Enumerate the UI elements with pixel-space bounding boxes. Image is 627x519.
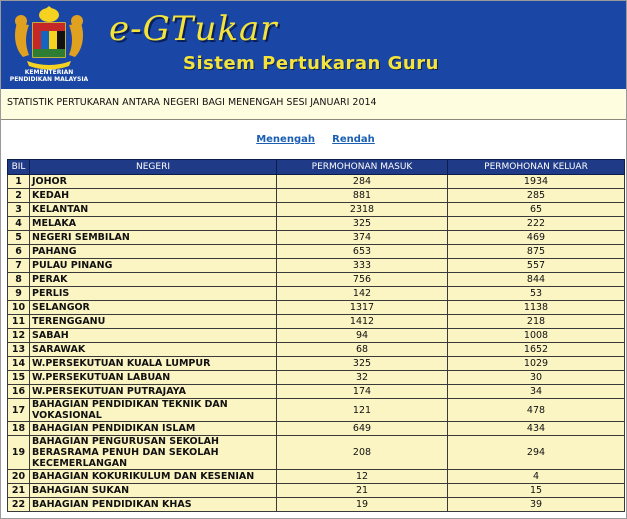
cell-bil: 13 (8, 343, 30, 357)
cell-negeri: TERENGGANU (30, 315, 277, 329)
cell-negeri: BAHAGIAN SUKAN (30, 484, 277, 498)
cell-negeri: BAHAGIAN KOKURIKULUM DAN KESENIAN (30, 470, 277, 484)
header-permohonan-keluar: PERMOHONAN KELUAR (448, 160, 625, 175)
cell-negeri: PAHANG (30, 245, 277, 259)
table-row (8, 329, 625, 343)
cell-permohonan-keluar: 30 (448, 371, 625, 385)
cell-bil: 20 (8, 470, 30, 484)
cell-negeri: MELAKA (30, 217, 277, 231)
content-area (7, 122, 624, 519)
cell-negeri: KEDAH (30, 189, 277, 203)
cell-permohonan-masuk: 174 (277, 385, 448, 399)
cell-negeri: W.PERSEKUTUAN PUTRAJAYA (30, 385, 277, 399)
cell-negeri: PERAK (30, 273, 277, 287)
ministry-label: KEMENTERIAN PENDIDIKAN MALAYSIA (9, 69, 89, 83)
link-rendah[interactable]: Rendah (332, 134, 375, 145)
cell-permohonan-masuk: 756 (277, 273, 448, 287)
cell-permohonan-keluar: 469 (448, 231, 625, 245)
cell-bil: 5 (8, 231, 30, 245)
cell-bil: 7 (8, 259, 30, 273)
header-permohonan-masuk: PERMOHONAN MASUK (277, 160, 448, 175)
cell-bil: 9 (8, 287, 30, 301)
cell-permohonan-masuk: 19 (277, 498, 448, 512)
cell-negeri: NEGERI SEMBILAN (30, 231, 277, 245)
cell-negeri: SELANGOR (30, 301, 277, 315)
cell-permohonan-keluar: 285 (448, 189, 625, 203)
header-bil: BIL (8, 160, 30, 175)
table-body (8, 175, 625, 512)
cell-bil: 19 (8, 436, 30, 470)
cell-permohonan-keluar: 39 (448, 498, 625, 512)
table-row (8, 422, 625, 436)
table-header-row (8, 160, 625, 175)
cell-permohonan-keluar: 1652 (448, 343, 625, 357)
cell-bil: 22 (8, 498, 30, 512)
table-row (8, 203, 625, 217)
cell-permohonan-keluar: 557 (448, 259, 625, 273)
cell-permohonan-keluar: 875 (448, 245, 625, 259)
cell-permohonan-keluar: 478 (448, 399, 625, 422)
header-negeri: NEGERI (30, 160, 277, 175)
cell-bil: 17 (8, 399, 30, 422)
cell-bil: 3 (8, 203, 30, 217)
table-row (8, 357, 625, 371)
table-row (8, 301, 625, 315)
table-row (8, 189, 625, 203)
cell-permohonan-masuk: 1317 (277, 301, 448, 315)
table-row (8, 273, 625, 287)
cell-bil: 10 (8, 301, 30, 315)
table-row (8, 498, 625, 512)
cell-bil: 14 (8, 357, 30, 371)
cell-negeri: W.PERSEKUTUAN LABUAN (30, 371, 277, 385)
cell-permohonan-keluar: 4 (448, 470, 625, 484)
table-row (8, 343, 625, 357)
cell-bil: 6 (8, 245, 30, 259)
table-row (8, 484, 625, 498)
table-row (8, 315, 625, 329)
cell-bil: 16 (8, 385, 30, 399)
cell-bil: 4 (8, 217, 30, 231)
table-row (8, 436, 625, 470)
cell-permohonan-masuk: 94 (277, 329, 448, 343)
cell-permohonan-keluar: 1008 (448, 329, 625, 343)
cell-permohonan-masuk: 284 (277, 175, 448, 189)
cell-permohonan-keluar: 53 (448, 287, 625, 301)
cell-negeri: SARAWAK (30, 343, 277, 357)
cell-negeri: BAHAGIAN PENGURUSAN SEKOLAH BERASRAMA PENUH DAN SEKOLAH KECEMERLANGAN (30, 436, 277, 470)
app-subtitle: Sistem Pertukaran Guru (183, 53, 439, 74)
cell-permohonan-keluar: 222 (448, 217, 625, 231)
cell-permohonan-masuk: 649 (277, 422, 448, 436)
table-row (8, 259, 625, 273)
cell-permohonan-keluar: 218 (448, 315, 625, 329)
cell-negeri: KELANTAN (30, 203, 277, 217)
table-row (8, 175, 625, 189)
cell-bil: 12 (8, 329, 30, 343)
cell-permohonan-keluar: 844 (448, 273, 625, 287)
cell-permohonan-masuk: 2318 (277, 203, 448, 217)
cell-negeri: BAHAGIAN PENDIDIKAN TEKNIK DAN VOKASIONAL (30, 399, 277, 422)
cell-negeri: BAHAGIAN PENDIDIKAN KHAS (30, 498, 277, 512)
cell-negeri: PERLIS (30, 287, 277, 301)
cell-permohonan-keluar: 34 (448, 385, 625, 399)
table-row (8, 385, 625, 399)
cell-permohonan-masuk: 68 (277, 343, 448, 357)
cell-permohonan-keluar: 1138 (448, 301, 625, 315)
cell-permohonan-masuk: 325 (277, 357, 448, 371)
cell-permohonan-masuk: 121 (277, 399, 448, 422)
app-title: e-GTukar (109, 9, 278, 49)
cell-permohonan-masuk: 208 (277, 436, 448, 470)
cell-permohonan-keluar: 294 (448, 436, 625, 470)
cell-negeri: SABAH (30, 329, 277, 343)
cell-permohonan-masuk: 21 (277, 484, 448, 498)
cell-permohonan-masuk: 325 (277, 217, 448, 231)
cell-permohonan-masuk: 333 (277, 259, 448, 273)
cell-permohonan-keluar: 1029 (448, 357, 625, 371)
cell-permohonan-keluar: 1934 (448, 175, 625, 189)
cell-bil: 8 (8, 273, 30, 287)
cell-bil: 2 (8, 189, 30, 203)
table-row (8, 399, 625, 422)
cell-bil: 11 (8, 315, 30, 329)
table-row (8, 287, 625, 301)
cell-permohonan-masuk: 12 (277, 470, 448, 484)
cell-permohonan-masuk: 32 (277, 371, 448, 385)
level-links (7, 134, 624, 145)
cell-permohonan-masuk: 881 (277, 189, 448, 203)
cell-bil: 1 (8, 175, 30, 189)
page-title: STATISTIK PERTUKARAN ANTARA NEGERI BAGI MENENGAH SESI JANUARI 2014 (7, 97, 377, 108)
cell-permohonan-masuk: 374 (277, 231, 448, 245)
table-row (8, 231, 625, 245)
cell-permohonan-keluar: 15 (448, 484, 625, 498)
cell-negeri: JOHOR (30, 175, 277, 189)
cell-bil: 15 (8, 371, 30, 385)
cell-negeri: W.PERSEKUTUAN KUALA LUMPUR (30, 357, 277, 371)
table-row (8, 217, 625, 231)
cell-bil: 18 (8, 422, 30, 436)
link-menengah[interactable]: Menengah (256, 134, 315, 145)
statistics-table (7, 159, 625, 512)
cell-permohonan-keluar: 65 (448, 203, 625, 217)
cell-permohonan-masuk: 142 (277, 287, 448, 301)
table-row (8, 245, 625, 259)
cell-permohonan-keluar: 434 (448, 422, 625, 436)
cell-negeri: BAHAGIAN PENDIDIKAN ISLAM (30, 422, 277, 436)
site-header (1, 1, 626, 89)
table-row (8, 470, 625, 484)
cell-negeri: PULAU PINANG (30, 259, 277, 273)
cell-permohonan-masuk: 1412 (277, 315, 448, 329)
table-row (8, 371, 625, 385)
cell-permohonan-masuk: 653 (277, 245, 448, 259)
cell-bil: 21 (8, 484, 30, 498)
